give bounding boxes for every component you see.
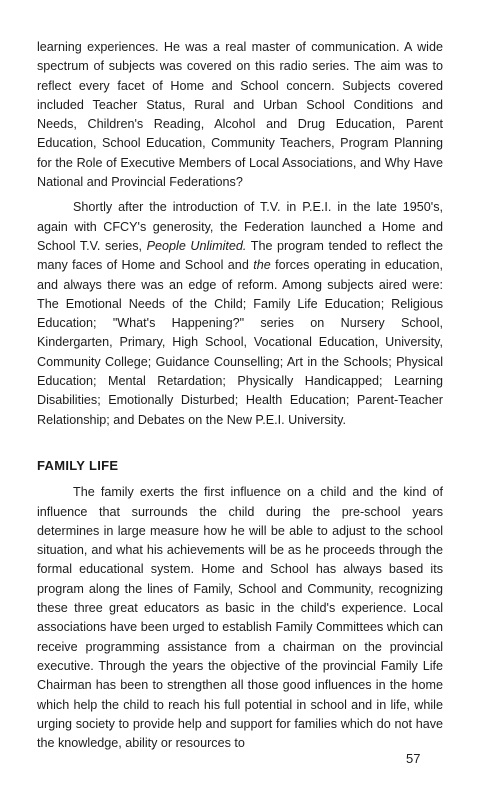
page-number: 57 — [406, 751, 421, 766]
tv-emphasis: the — [253, 258, 271, 273]
tv-text-part2: The program tended to reflect the many faces of Home and School and — [37, 238, 444, 273]
section-heading-family-life: FAMILY LIFE — [37, 457, 119, 473]
tv-text-part1: Shortly after the introduction of T.V. in P.E.I. in the late 1950's, again with CFCY's generosity, the Federation launched a Home and School T.V. series, — [37, 200, 443, 253]
paragraph-radio-series: learning experiences. He was a real master of communication. A wide spectrum of subjects was covered on this radio series. The aim was to reflect every facet of Home and School concern. Subjects covered included Teacher Status, Rural and Urban School Conditions and Needs, Children's Reading, Alcohol and Drug Education, Parent Education, School Education, Community Teachers, Program Planning for the Role of Executive Members of Local Associations, and Why Have National and Provincial Federations? — [37, 40, 443, 190]
paragraph-family-life: The family exerts the first influence on a child and the kind of influence that surrounds the child during the pre-school years determines in large measure how he will be able to adjust to the school situation, and what his achievements will be as he proceeds through the formal educational system. Home and School has always based its program along the lines of Family, School and Community, recognizing these three great educators as basic in the child's experience. Local associations have been urged to establish Family Committees which can receive programming assistance from a chairman on the provincial executive. Through the years the objective of the provincial Family Life Chairman has been to strengthen all those good influences in the home which help the child to reach his full potential in school and in life, while urging society to provide help and support for families which do not have the knowledge, ability or resources to — [37, 485, 443, 751]
page-body — [37, 38, 443, 753]
paragraph-tv-series — [37, 198, 443, 430]
tv-program-title: People Unlimited. — [146, 238, 247, 253]
tv-text-part3: forces operating in education, and always there was an edge of reform. Among subjects aired were: The Emotional Needs of the Child; Family Life Education; Religious Education; "What's Happening?" series on Nursery School, Kindergarten, Primary, High School, Vocational Education, University, Community College; Guidance Counselling; Art in the Schools; Physical Education; Mental Retardation; Physically Handicapped; Learning Disabilities; Emotionally Disturbed; Health Education; Parent-Teacher Relationship; and Debates on the New P.E.I. University. — [37, 258, 443, 427]
